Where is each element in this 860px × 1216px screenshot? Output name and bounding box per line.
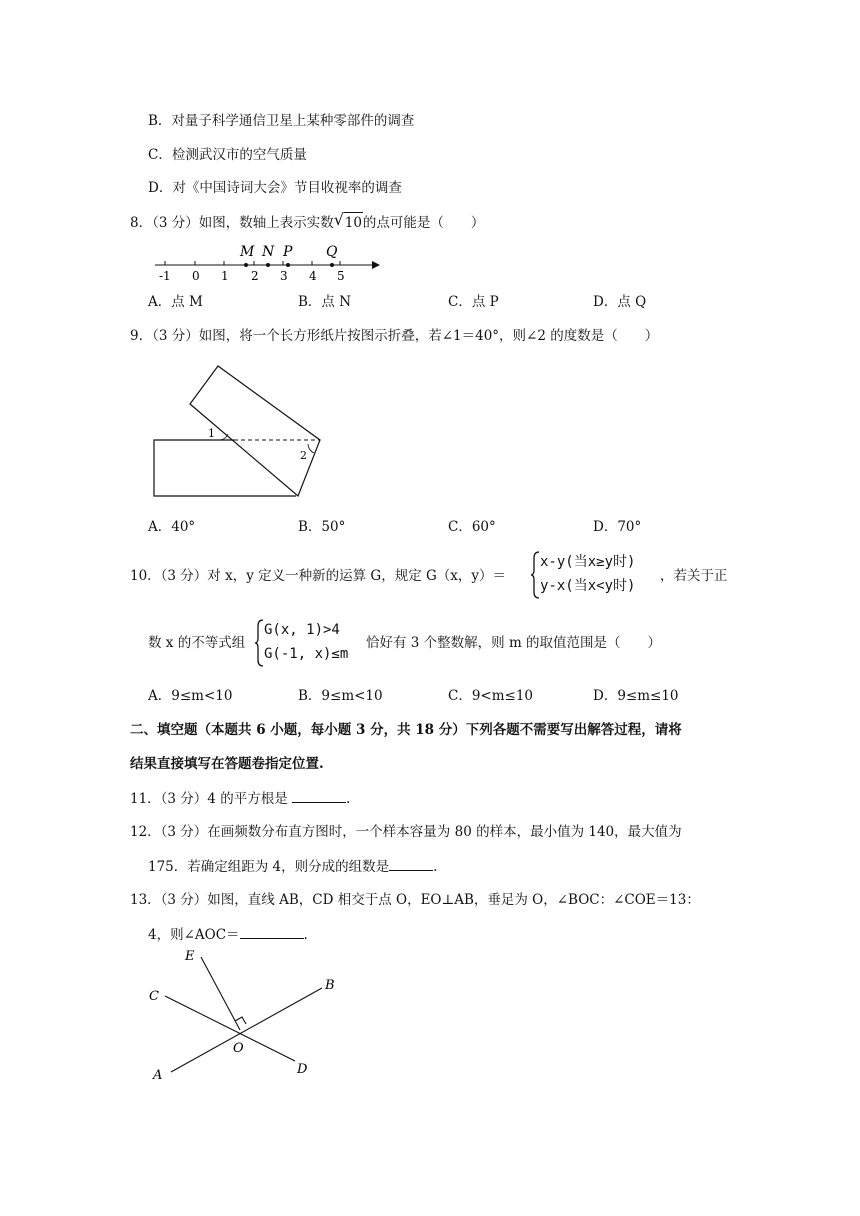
q8-option-a: A．点 M xyxy=(148,294,203,310)
label-c: C xyxy=(149,989,159,1004)
q8-option-d: D．点 Q xyxy=(593,294,647,310)
angle-2-label: 2 xyxy=(300,449,307,462)
q12-period: . xyxy=(433,859,438,875)
label-e: E xyxy=(185,949,195,964)
q13-period: . xyxy=(303,927,308,943)
sqrt-10: √ 10 xyxy=(333,210,362,231)
q13-stem-line1: 13．（3 分）如图，直线 AB，CD 相交于点 O，EO⊥AB，垂足为 O，∠BOC：∠COE＝13： xyxy=(130,892,700,908)
q12-text: 175．若确定组距为 4，则分成的组数是 xyxy=(148,859,390,875)
q8-option-b: B．点 N xyxy=(298,294,352,310)
q7-option-c: C．检测武汉市的空气质量 xyxy=(148,147,307,163)
inequality-1: G(x, 1)>4 xyxy=(264,622,340,638)
q9-stem: 9．（3 分）如图，将一个长方形纸片按图示折叠，若∠1＝40°，则∠2 的度数是（ ） xyxy=(130,328,659,344)
q13-text: 4，则∠AOC＝ xyxy=(148,927,240,943)
piecewise-brace xyxy=(530,550,540,600)
q9-option-d: D．70° xyxy=(593,519,642,535)
q13-stem-line2 xyxy=(148,924,308,945)
q11-period: . xyxy=(346,791,351,807)
label-o: O xyxy=(233,1041,244,1056)
point-m xyxy=(244,263,248,267)
q12-stem-line2 xyxy=(148,856,437,877)
q10-stem-line2-post: 恰好有 3 个整数解，则 m 的取值范围是（ ） xyxy=(366,635,662,651)
label-q: Q xyxy=(326,244,338,260)
tick-label: 2 xyxy=(251,269,259,283)
label-m: M xyxy=(240,244,255,260)
folded-rectangle-figure xyxy=(148,360,328,502)
q11-stem xyxy=(130,788,350,809)
point-p xyxy=(286,263,290,267)
label-b: B xyxy=(325,978,335,993)
point-q xyxy=(330,263,334,267)
tick-label: 3 xyxy=(280,269,288,283)
section-2-heading-line2: 结果直接填写在答题卷指定位置. xyxy=(130,756,324,772)
label-n: N xyxy=(262,244,275,260)
sqrt-radicand: 10 xyxy=(344,212,363,233)
q11-answer-blank[interactable] xyxy=(292,788,346,803)
q10-stem-line2-pre: 数 x 的不等式组 xyxy=(148,635,246,651)
tick-label: 1 xyxy=(221,269,229,283)
q7-option-b: B．对量子科学通信卫星上某种零部件的调查 xyxy=(148,113,415,129)
tick-label: 4 xyxy=(309,269,317,283)
q9-option-a: A．40° xyxy=(148,519,196,535)
q12-answer-blank[interactable] xyxy=(389,856,433,871)
q8-stem xyxy=(130,212,484,233)
inequality-2: G(-1, x)≤m xyxy=(264,646,349,662)
q9-option-b: B．50° xyxy=(298,519,346,535)
q13-answer-blank[interactable] xyxy=(240,924,304,939)
q8-option-c: C．点 P xyxy=(448,294,499,310)
q8-prefix: 8．（3 分）如图，数轴上表示实数 xyxy=(130,215,334,231)
q10-stem-line1: 10．（3 分）对 x，y 定义一种新的运算 G，规定 G（x，y）＝ xyxy=(130,568,507,584)
q10-option-a: A．9≤m<10 xyxy=(148,688,233,704)
q10-option-c: C．9<m≤10 xyxy=(448,688,534,704)
q8-suffix: 的点可能是（ ） xyxy=(362,215,485,231)
angle-1-label: 1 xyxy=(208,427,215,440)
q7-option-d: D．对《中国诗词大会》节目收视率的调查 xyxy=(148,180,402,196)
intersecting-lines-figure xyxy=(145,945,355,1085)
q11-text: 11．（3 分）4 的平方根是 xyxy=(130,791,288,807)
label-p: P xyxy=(283,244,293,260)
system-brace xyxy=(254,618,264,668)
q10-option-b: B．9≤m<10 xyxy=(298,688,383,704)
tick-label: 5 xyxy=(337,269,345,283)
q12-stem-line1: 12．（3 分）在画频数分布直方图时，一个样本容量为 80 的样本，最小值为 140，最大值为 xyxy=(130,824,682,840)
label-a: A xyxy=(153,1068,163,1083)
tick-label: -1 xyxy=(159,269,171,283)
section-2-heading-line1: 二、填空题（本题共 6 小题，每小题 3 分，共 18 分）下列各题不需要写出解答过程，请将 xyxy=(130,722,682,738)
number-line-figure xyxy=(150,240,380,284)
q9-option-c: C．60° xyxy=(448,519,496,535)
piecewise-case-2: y-x(当x<y时) xyxy=(540,578,636,594)
piecewise-case-1: x-y(当x≥y时) xyxy=(540,554,636,570)
label-d: D xyxy=(297,1062,308,1077)
q10-stem-line1-end: ，若关于正 xyxy=(660,568,728,584)
tick-label: 0 xyxy=(192,269,200,283)
point-n xyxy=(266,263,270,267)
q10-option-d: D．9≤m≤10 xyxy=(593,688,679,704)
